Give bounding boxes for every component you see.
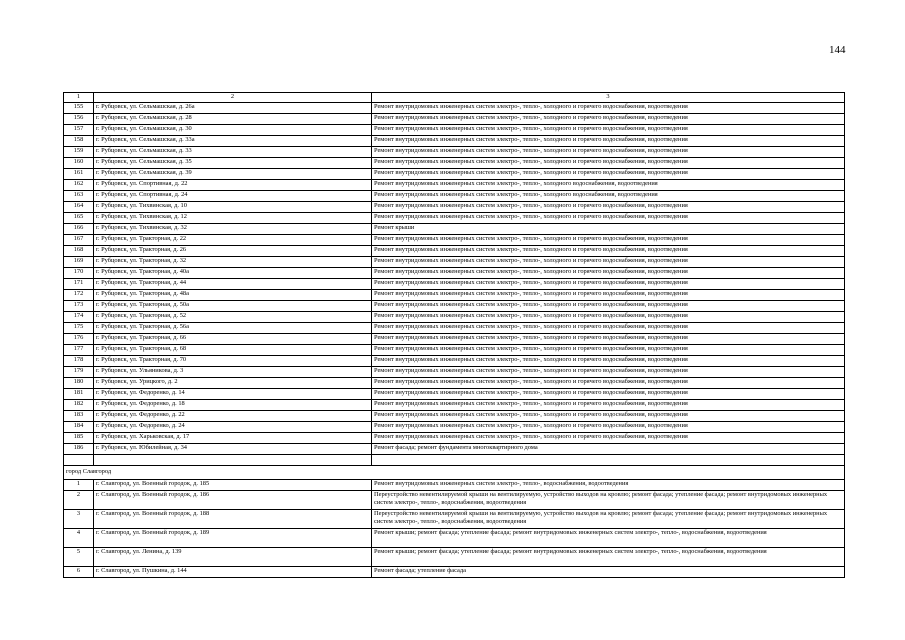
address-cell: г. Рубцовск, ул. Тихвинская, д. 12 <box>94 213 372 224</box>
row-number-cell: 169 <box>64 257 94 268</box>
address-cell: г. Рубцовск, ул. Тракторная, д. 50а <box>94 301 372 312</box>
row-number-cell: 184 <box>64 422 94 433</box>
table-row <box>64 411 845 422</box>
table-row <box>64 180 845 191</box>
table-row <box>64 246 845 257</box>
work-type-cell: Ремонт внутридомовых инженерных систем электро-, тепло-, холодного и горячего водоснабжения, водоотведения <box>372 235 845 246</box>
table-header-row <box>64 93 845 103</box>
work-type-cell: Ремонт внутридомовых инженерных систем электро-, тепло-, холодного и горячего водоснабжения, водоотведения <box>372 213 845 224</box>
work-type-cell: Ремонт внутридомовых инженерных систем электро-, тепло-, холодного и горячего водоснабжения, водоотведения <box>372 367 845 378</box>
address-cell: г. Рубцовск, ул. Тракторная, д. 32 <box>94 257 372 268</box>
table-row <box>64 367 845 378</box>
table-row <box>64 158 845 169</box>
table-row <box>64 235 845 246</box>
address-cell: г. Рубцовск, ул. Тракторная, д. 22 <box>94 235 372 246</box>
row-number-cell: 173 <box>64 301 94 312</box>
row-number-cell: 158 <box>64 136 94 147</box>
address-cell: г. Рубцовск, ул. Харьковская, д. 17 <box>94 433 372 444</box>
header-cell: 3 <box>372 93 845 103</box>
work-type-cell: Ремонт внутридомовых инженерных систем электро-, тепло-, холодного и горячего водоснабжения, водоотведения <box>372 125 845 136</box>
table-row <box>64 323 845 334</box>
row-number-cell: 172 <box>64 290 94 301</box>
table-row <box>64 548 845 567</box>
table-row <box>64 224 845 235</box>
address-cell: г. Рубцовск, ул. Федоренко, д. 24 <box>94 422 372 433</box>
work-type-cell: Ремонт внутридомовых инженерных систем электро-, тепло-, холодного и горячего водоснабжения, водоотведения <box>372 279 845 290</box>
table-row <box>64 301 845 312</box>
work-type-cell: Ремонт внутридомовых инженерных систем электро-, тепло-, холодного и горячего водоснабжения, водоотведения <box>372 312 845 323</box>
table-row <box>64 202 845 213</box>
work-type-cell: Ремонт фасада; утепление фасада <box>372 567 845 578</box>
table-row <box>64 279 845 290</box>
table-row <box>64 268 845 279</box>
address-cell: г. Рубцовск, ул. Сельмашская, д. 33а <box>94 136 372 147</box>
table-row <box>64 510 845 529</box>
city-section-row <box>64 466 845 480</box>
table-row <box>64 529 845 548</box>
row-number-cell: 162 <box>64 180 94 191</box>
address-cell: г. Рубцовск, ул. Федоренко, д. 18 <box>94 400 372 411</box>
address-cell: г. Рубцовск, ул. Тихвинская, д. 32 <box>94 224 372 235</box>
work-type-cell: Ремонт внутридомовых инженерных систем электро-, тепло-, холодного и горячего водоснабжения, водоотведения <box>372 389 845 400</box>
work-type-cell: Ремонт внутридомовых инженерных систем электро-, тепло-, холодного и горячего водоснабжения, водоотведения <box>372 290 845 301</box>
table-row <box>64 345 845 356</box>
address-cell: г. Рубцовск, ул. Федоренко, д. 22 <box>94 411 372 422</box>
work-type-cell: Ремонт внутридомовых инженерных систем электро-, тепло-, холодного и горячего водоснабжения, водоотведения <box>372 356 845 367</box>
row-number-cell: 183 <box>64 411 94 422</box>
work-type-cell: Ремонт внутридомовых инженерных систем электро-, тепло-, холодного и горячего водоснабжения, водоотведения <box>372 345 845 356</box>
address-cell: г. Рубцовск, ул. Сельмашская, д. 39 <box>94 169 372 180</box>
work-type-cell: Ремонт внутридомовых инженерных систем электро-, тепло-, холодного и горячего водоснабжения, водоотведения <box>372 334 845 345</box>
address-cell: г. Рубцовск, ул. Тракторная, д. 56а <box>94 323 372 334</box>
address-cell: г. Славгород, ул. Военный городок, д. 186 <box>94 491 372 510</box>
table-row <box>64 400 845 411</box>
work-type-cell: Ремонт внутридомовых инженерных систем электро-, тепло-, холодного и горячего водоснабжения, водоотведения <box>372 400 845 411</box>
table-row <box>64 334 845 345</box>
address-cell: г. Рубцовск, ул. Ульяникова, д. 3 <box>94 367 372 378</box>
row-number-cell: 174 <box>64 312 94 323</box>
work-type-cell: Ремонт внутридомовых инженерных систем электро-, тепло-, холодного и горячего водоснабжения, водоотведения <box>372 169 845 180</box>
address-cell: г. Рубцовск, ул. Тракторная, д. 66 <box>94 334 372 345</box>
address-cell: г. Славгород, ул. Ленина, д. 139 <box>94 548 372 567</box>
row-number-cell: 161 <box>64 169 94 180</box>
table-row <box>64 480 845 491</box>
address-cell: г. Рубцовск, ул. Тракторная, д. 70 <box>94 356 372 367</box>
row-number-cell: 163 <box>64 191 94 202</box>
row-number-cell: 167 <box>64 235 94 246</box>
blank-cell <box>372 455 845 466</box>
row-number-cell: 164 <box>64 202 94 213</box>
address-cell: г. Рубцовск, ул. Сельмашская, д. 35 <box>94 158 372 169</box>
address-cell: г. Рубцовск, ул. Тихвинская, д. 10 <box>94 202 372 213</box>
row-number-cell: 166 <box>64 224 94 235</box>
table-row <box>64 378 845 389</box>
table-row <box>64 114 845 125</box>
table-row <box>64 169 845 180</box>
page-number: 144 <box>829 44 846 56</box>
table-row <box>64 567 845 578</box>
address-cell: г. Рубцовск, ул. Спортивная, д. 22 <box>94 180 372 191</box>
table-row <box>64 422 845 433</box>
address-cell: г. Славгород, ул. Военный городок, д. 188 <box>94 510 372 529</box>
address-cell: г. Рубцовск, ул. Сельмашская, д. 33 <box>94 147 372 158</box>
address-cell: г. Рубцовск, ул. Тракторная, д. 44 <box>94 279 372 290</box>
row-number-cell: 170 <box>64 268 94 279</box>
table-row <box>64 444 845 455</box>
address-cell: г. Славгород, ул. Военный городок, д. 185 <box>94 480 372 491</box>
address-cell: г. Рубцовск, ул. Спортивная, д. 24 <box>94 191 372 202</box>
address-cell: г. Рубцовск, ул. Тракторная, д. 68 <box>94 345 372 356</box>
row-number-cell: 159 <box>64 147 94 158</box>
repair-program-table <box>63 92 845 578</box>
work-type-cell: Ремонт внутридомовых инженерных систем электро-, тепло-, холодного и горячего водоснабжения, водоотведения <box>372 158 845 169</box>
blank-row <box>64 455 845 466</box>
row-number-cell: 1 <box>64 480 94 491</box>
row-number-cell: 171 <box>64 279 94 290</box>
row-number-cell: 3 <box>64 510 94 529</box>
address-cell: г. Рубцовск, ул. Тракторная, д. 48а <box>94 290 372 301</box>
work-type-cell: Ремонт внутридомовых инженерных систем электро-, тепло-, холодного и горячего водоснабжения, водоотведения <box>372 268 845 279</box>
work-type-cell: Ремонт внутридомовых инженерных систем электро-, тепло-, холодного и горячего водоснабжения, водоотведения <box>372 411 845 422</box>
row-number-cell: 185 <box>64 433 94 444</box>
row-number-cell: 157 <box>64 125 94 136</box>
address-cell: г. Рубцовск, ул. Федоренко, д. 14 <box>94 389 372 400</box>
work-type-cell: Переустройство невентилируемой крыши на вентилируемую, устройство выходов на кровлю; ремонт фасада; утепление фасада; ремонт внутридомовых инженерных систем электро-, тепло-, водоснабжения, водоотведения <box>372 491 845 510</box>
work-type-cell: Ремонт внутридомовых инженерных систем электро-, тепло-, холодного и горячего водоснабжения, водоотведения <box>372 378 845 389</box>
work-type-cell: Ремонт крыши <box>372 224 845 235</box>
table-row <box>64 290 845 301</box>
header-cell: 2 <box>94 93 372 103</box>
address-cell: г. Рубцовск, ул. Юбилейная, д. 34 <box>94 444 372 455</box>
table-row <box>64 136 845 147</box>
work-type-cell: Ремонт внутридомовых инженерных систем электро-, тепло-, холодного и горячего водоснабжения, водоотведения <box>372 257 845 268</box>
header-cell: 1 <box>64 93 94 103</box>
table-row <box>64 433 845 444</box>
table-row <box>64 356 845 367</box>
row-number-cell: 165 <box>64 213 94 224</box>
table-row <box>64 125 845 136</box>
work-type-cell: Ремонт внутридомовых инженерных систем электро-, тепло-, холодного и горячего водоснабжения, водоотведения <box>372 114 845 125</box>
blank-cell <box>64 455 94 466</box>
row-number-cell: 156 <box>64 114 94 125</box>
row-number-cell: 180 <box>64 378 94 389</box>
work-type-cell: Ремонт крыши; ремонт фасада; утепление фасада; ремонт внутридомовых инженерных систем электро-, тепло-, водоснабжения, водоотведения <box>372 529 845 548</box>
row-number-cell: 155 <box>64 103 94 114</box>
address-cell: г. Рубцовск, ул. Тракторная, д. 52 <box>94 312 372 323</box>
work-type-cell: Ремонт внутридомовых инженерных систем электро-, тепло-, холодного и горячего водоснабжения, водоотведения <box>372 323 845 334</box>
work-type-cell: Ремонт крыши; ремонт фасада; утепление фасада; ремонт внутридомовых инженерных систем электро-, тепло-, водоснабжения, водоотведения <box>372 548 845 567</box>
table-row <box>64 491 845 510</box>
city-section-label: город Славгород <box>64 466 845 480</box>
row-number-cell: 179 <box>64 367 94 378</box>
work-type-cell: Ремонт внутридомовых инженерных систем электро-, тепло-, холодного и горячего водоснабжения, водоотведения <box>372 136 845 147</box>
work-type-cell: Ремонт внутридомовых инженерных систем электро-, тепло-, холодного и горячего водоснабжения, водоотведения <box>372 103 845 114</box>
row-number-cell: 4 <box>64 529 94 548</box>
table-row <box>64 147 845 158</box>
row-number-cell: 168 <box>64 246 94 257</box>
work-type-cell: Ремонт внутридомовых инженерных систем электро-, тепло-, холодного и горячего водоснабжения, водоотведения <box>372 246 845 257</box>
address-cell: г. Рубцовск, ул. Тракторная, д. 26 <box>94 246 372 257</box>
table-row <box>64 257 845 268</box>
blank-cell <box>94 455 372 466</box>
address-cell: г. Рубцовск, ул. Сельмашская, д. 26а <box>94 103 372 114</box>
address-cell: г. Рубцовск, ул. Сельмашская, д. 30 <box>94 125 372 136</box>
address-cell: г. Рубцовск, ул. Тракторная, д. 40а <box>94 268 372 279</box>
row-number-cell: 178 <box>64 356 94 367</box>
row-number-cell: 177 <box>64 345 94 356</box>
row-number-cell: 182 <box>64 400 94 411</box>
table-row <box>64 213 845 224</box>
row-number-cell: 5 <box>64 548 94 567</box>
table-row <box>64 312 845 323</box>
row-number-cell: 186 <box>64 444 94 455</box>
row-number-cell: 176 <box>64 334 94 345</box>
table-row <box>64 103 845 114</box>
work-type-cell: Ремонт внутридомовых инженерных систем электро-, тепло-, холодного и горячего водоснабжения, водоотведения <box>372 202 845 213</box>
row-number-cell: 160 <box>64 158 94 169</box>
work-type-cell: Ремонт внутридомовых инженерных систем электро-, тепло-, холодного и горячего водоснабжения, водоотведения <box>372 301 845 312</box>
work-type-cell: Ремонт внутридомовых инженерных систем электро-, тепло-, холодного водоснабжения, водоотведения <box>372 180 845 191</box>
work-type-cell: Переустройство невентилируемой крыши на вентилируемую, устройство выходов на кровлю; ремонт фасада; утепление фасада; ремонт внутридомовых инженерных систем электро-, тепло-, водоснабжения, водоотведения <box>372 510 845 529</box>
row-number-cell: 175 <box>64 323 94 334</box>
address-cell: г. Рубцовск, ул. Сельмашская, д. 28 <box>94 114 372 125</box>
address-cell: г. Славгород, ул. Военный городок, д. 189 <box>94 529 372 548</box>
work-type-cell: Ремонт фасада; ремонт фундамента многоквартирного дома <box>372 444 845 455</box>
work-type-cell: Ремонт внутридомовых инженерных систем электро-, тепло-, холодного и горячего водоснабжения, водоотведения <box>372 147 845 158</box>
work-type-cell: Ремонт внутридомовых инженерных систем электро-, тепло-, водоснабжения, водоотведения <box>372 480 845 491</box>
row-number-cell: 2 <box>64 491 94 510</box>
table-row <box>64 191 845 202</box>
row-number-cell: 181 <box>64 389 94 400</box>
work-type-cell: Ремонт внутридомовых инженерных систем электро-, тепло-, холодного и горячего водоснабжения, водоотведения <box>372 433 845 444</box>
work-type-cell: Ремонт внутридомовых инженерных систем электро-, тепло-, холодного и горячего водоснабжения, водоотведения <box>372 422 845 433</box>
address-cell: г. Славгород, ул. Пушкина, д. 144 <box>94 567 372 578</box>
address-cell: г. Рубцовск, ул. Урицкого, д. 2 <box>94 378 372 389</box>
table-row <box>64 389 845 400</box>
work-type-cell: Ремонт внутридомовых инженерных систем электро-, тепло-, холодного водоснабжения, водоотведения <box>372 191 845 202</box>
row-number-cell: 6 <box>64 567 94 578</box>
